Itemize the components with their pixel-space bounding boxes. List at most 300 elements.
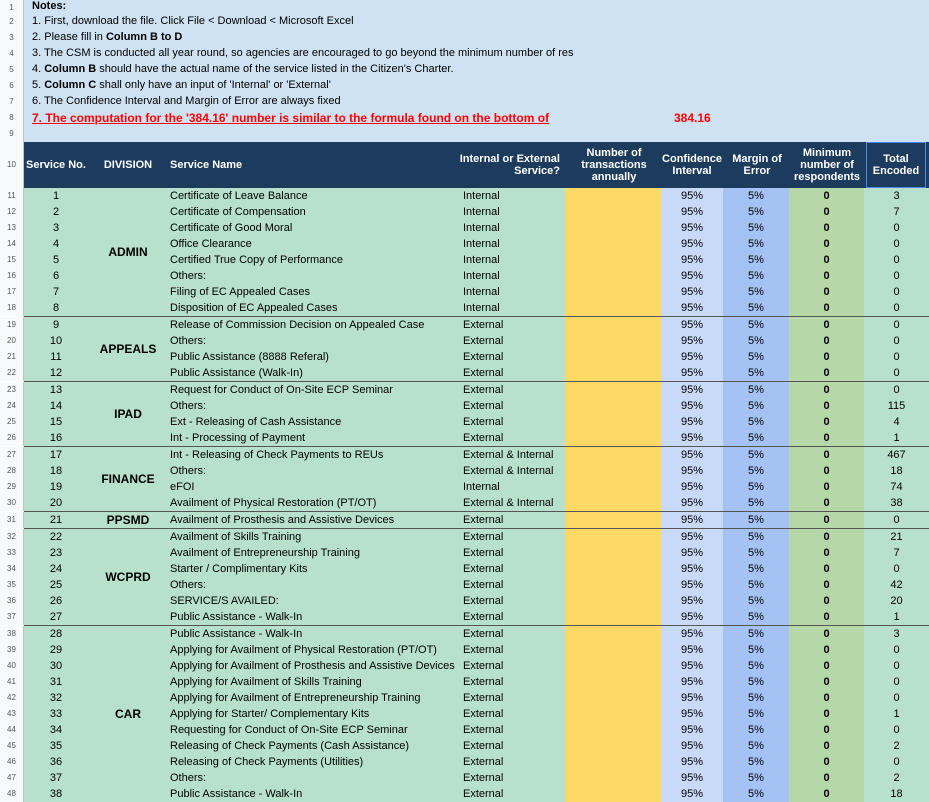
margin-cell[interactable]: 5% [748,676,764,688]
row-number[interactable]: 48 [0,786,24,802]
minimum-cell[interactable]: 0 [823,497,830,509]
row-number[interactable]: 7 [0,94,24,110]
row-number[interactable]: 42 [0,690,24,706]
confidence-cell[interactable]: 95% [680,788,704,800]
minimum-cell[interactable]: 0 [823,756,830,768]
row-number[interactable]: 21 [0,349,24,365]
service-name-cell[interactable]: SERVICE/S AVAILED: [170,595,279,607]
row-number[interactable]: 34 [0,561,24,577]
transactions-input[interactable] [565,706,661,722]
minimum-cell[interactable]: 0 [823,740,830,752]
service-name-cell[interactable]: Int - Releasing of Check Payments to REUs [170,449,384,461]
header-transactions[interactable]: Number of transactions annually [581,147,647,183]
minimum-cell[interactable]: 0 [823,449,830,461]
service-type-cell[interactable]: External [463,432,504,444]
minimum-cell[interactable]: 0 [823,579,830,591]
row-number[interactable]: 2 [0,14,24,30]
confidence-cell[interactable]: 95% [680,724,704,736]
minimum-cell[interactable]: 0 [823,481,830,493]
transactions-input[interactable] [565,738,661,754]
confidence-cell[interactable]: 95% [680,676,704,688]
total-cell[interactable]: 1 [893,708,900,720]
service-no-cell[interactable]: 4 [52,238,60,250]
service-type-cell[interactable]: External [463,400,504,412]
service-type-cell[interactable]: External [463,740,504,752]
total-cell[interactable]: 18 [890,788,903,800]
confidence-cell[interactable]: 95% [680,238,704,250]
service-name-cell[interactable]: Certificate of Good Moral [170,222,293,234]
service-type-cell[interactable]: External [463,319,504,331]
header-int-ext[interactable]: Internal or External Service? [459,153,560,177]
row-number[interactable]: 30 [0,495,24,511]
total-cell[interactable]: 467 [887,449,906,461]
row-number[interactable]: 4 [0,46,24,62]
transactions-input[interactable] [565,317,661,333]
service-name-cell[interactable]: Applying for Availment of Prosthesis and Assistive Devices [170,660,455,672]
transactions-input[interactable] [565,268,661,284]
service-type-cell[interactable]: External [463,367,504,379]
service-name-cell[interactable]: Certified True Copy of Performance [170,254,344,266]
minimum-cell[interactable]: 0 [823,724,830,736]
service-type-cell[interactable]: External [463,756,504,768]
margin-cell[interactable]: 5% [748,335,764,347]
margin-cell[interactable]: 5% [748,628,764,640]
service-name-cell[interactable]: Others: [170,400,207,412]
minimum-cell[interactable]: 0 [823,335,830,347]
minimum-cell[interactable]: 0 [823,432,830,444]
row-number[interactable]: 38 [0,626,24,642]
confidence-cell[interactable]: 95% [680,384,704,396]
header-division[interactable]: DIVISION [103,159,153,171]
total-cell[interactable]: 1 [893,611,900,623]
service-no-cell[interactable]: 26 [49,595,63,607]
row-number[interactable]: 32 [0,529,24,545]
service-name-cell[interactable]: Others: [170,579,207,591]
transactions-input[interactable] [565,188,661,204]
service-name-cell[interactable]: Applying for Availment of Skills Training [170,676,362,688]
total-cell[interactable]: 2 [893,772,900,784]
confidence-cell[interactable]: 95% [680,335,704,347]
service-no-cell[interactable]: 36 [49,756,63,768]
margin-cell[interactable]: 5% [748,270,764,282]
service-no-cell[interactable]: 21 [49,514,63,526]
service-no-cell[interactable]: 12 [49,367,63,379]
confidence-cell[interactable]: 95% [680,692,704,704]
minimum-cell[interactable]: 0 [823,286,830,298]
row-number[interactable]: 13 [0,220,24,236]
service-no-cell[interactable]: 7 [52,286,60,298]
header-service-name[interactable]: Service Name [170,159,243,171]
confidence-cell[interactable]: 95% [680,628,704,640]
minimum-cell[interactable]: 0 [823,514,830,526]
confidence-cell[interactable]: 95% [680,579,704,591]
transactions-input[interactable] [565,284,661,300]
service-no-cell[interactable]: 33 [49,708,63,720]
service-name-cell[interactable]: Public Assistance (Walk-In) [170,367,303,379]
row-number[interactable]: 10 [0,142,24,188]
minimum-cell[interactable]: 0 [823,531,830,543]
service-no-cell[interactable]: 9 [52,319,60,331]
total-cell[interactable]: 7 [893,547,900,559]
transactions-input[interactable] [565,204,661,220]
service-name-cell[interactable]: Release of Commission Decision on Appealed Case [170,319,425,331]
margin-cell[interactable]: 5% [748,531,764,543]
total-cell[interactable]: 38 [890,497,903,509]
minimum-cell[interactable]: 0 [823,644,830,656]
confidence-cell[interactable]: 95% [680,351,704,363]
service-type-cell[interactable]: Internal [463,481,500,493]
service-name-cell[interactable]: Starter / Complimentary Kits [170,563,308,575]
minimum-cell[interactable]: 0 [823,400,830,412]
row-number[interactable]: 11 [0,188,24,204]
confidence-cell[interactable]: 95% [680,481,704,493]
row-number[interactable]: 31 [0,512,24,528]
transactions-input[interactable] [565,786,661,802]
minimum-cell[interactable]: 0 [823,465,830,477]
total-cell[interactable]: 0 [893,238,900,250]
header-minimum[interactable]: Minimum number of respondents [793,147,860,183]
minimum-cell[interactable]: 0 [823,788,830,800]
transactions-input[interactable] [565,690,661,706]
service-type-cell[interactable]: Internal [463,254,500,266]
margin-cell[interactable]: 5% [748,497,764,509]
service-no-cell[interactable]: 23 [49,547,63,559]
minimum-cell[interactable]: 0 [823,190,830,202]
row-number[interactable]: 36 [0,593,24,609]
service-name-cell[interactable]: Ext - Releasing of Cash Assistance [170,416,342,428]
service-type-cell[interactable]: External [463,772,504,784]
margin-cell[interactable]: 5% [748,724,764,736]
minimum-cell[interactable]: 0 [823,222,830,234]
header-service-no[interactable]: Service No. [26,159,86,171]
total-cell[interactable]: 18 [890,465,903,477]
service-name-cell[interactable]: Availment of Entrepreneurship Training [170,547,360,559]
transactions-input[interactable] [565,722,661,738]
service-type-cell[interactable]: External [463,416,504,428]
service-no-cell[interactable]: 11 [50,351,62,363]
service-type-cell[interactable]: External [463,579,504,591]
transactions-input[interactable] [565,642,661,658]
minimum-cell[interactable]: 0 [823,351,830,363]
total-cell[interactable]: 0 [893,563,900,575]
service-no-cell[interactable]: 10 [49,335,63,347]
margin-cell[interactable]: 5% [748,465,764,477]
service-type-cell[interactable]: External [463,611,504,623]
margin-cell[interactable]: 5% [748,579,764,591]
row-number[interactable]: 12 [0,204,24,220]
row-number[interactable]: 5 [0,62,24,78]
row-number[interactable]: 23 [0,382,24,398]
minimum-cell[interactable]: 0 [823,660,830,672]
service-type-cell[interactable]: External [463,660,504,672]
service-name-cell[interactable]: Public Assistance (8888 Referal) [170,351,329,363]
service-no-cell[interactable]: 5 [52,254,60,266]
total-cell[interactable]: 0 [893,514,900,526]
margin-cell[interactable]: 5% [748,351,764,363]
row-number[interactable]: 9 [0,126,24,142]
service-no-cell[interactable]: 35 [49,740,63,752]
total-cell[interactable]: 0 [893,367,900,379]
row-number[interactable]: 37 [0,609,24,625]
service-no-cell[interactable]: 1 [52,190,60,202]
row-number[interactable]: 29 [0,479,24,495]
service-name-cell[interactable]: Filing of EC Appealed Cases [170,286,311,298]
confidence-cell[interactable]: 95% [680,644,704,656]
service-name-cell[interactable]: Request for Conduct of On-Site ECP Seminar [170,384,393,396]
division-cell[interactable]: ADMIN [108,245,148,259]
service-name-cell[interactable]: Requesting for Conduct of On-Site ECP Seminar [170,724,408,736]
service-no-cell[interactable]: 25 [49,579,63,591]
transactions-input[interactable] [565,626,661,642]
confidence-cell[interactable]: 95% [680,206,704,218]
service-name-cell[interactable]: Int - Processing of Payment [170,432,306,444]
minimum-cell[interactable]: 0 [823,692,830,704]
service-type-cell[interactable]: External [463,628,504,640]
service-name-cell[interactable]: Disposition of EC Appealed Cases [170,302,338,314]
service-no-cell[interactable]: 14 [49,400,63,412]
service-no-cell[interactable]: 20 [49,497,63,509]
row-number[interactable]: 39 [0,642,24,658]
transactions-input[interactable] [565,430,661,446]
service-no-cell[interactable]: 17 [49,449,63,461]
division-cell[interactable]: CAR [115,707,141,721]
total-cell[interactable]: 74 [890,481,903,493]
row-number[interactable]: 47 [0,770,24,786]
transactions-input[interactable] [565,447,661,463]
service-no-cell[interactable]: 15 [49,416,63,428]
note-7-link[interactable]: 7. The computation for the '384.16' number is similar to the formula found on the bottom of [32,111,550,125]
confidence-cell[interactable]: 95% [680,514,704,526]
confidence-cell[interactable]: 95% [680,497,704,509]
margin-cell[interactable]: 5% [748,611,764,623]
total-cell[interactable]: 0 [893,286,900,298]
service-no-cell[interactable]: 22 [49,531,63,543]
row-number[interactable]: 3 [0,30,24,46]
minimum-cell[interactable]: 0 [823,384,830,396]
margin-cell[interactable]: 5% [748,756,764,768]
service-name-cell[interactable]: Applying for Availment of Entrepreneurship Training [170,692,421,704]
transactions-input[interactable] [565,577,661,593]
total-cell[interactable]: 0 [893,644,900,656]
service-type-cell[interactable]: External & Internal [463,465,554,477]
service-name-cell[interactable]: Office Clearance [170,238,252,250]
margin-cell[interactable]: 5% [748,190,764,202]
confidence-cell[interactable]: 95% [680,531,704,543]
total-cell[interactable]: 0 [893,756,900,768]
division-cell[interactable]: PPSMD [106,513,150,527]
row-number[interactable]: 46 [0,754,24,770]
row-number[interactable]: 15 [0,252,24,268]
transactions-input[interactable] [565,300,661,316]
service-no-cell[interactable]: 29 [49,644,63,656]
division-cell[interactable]: APPEALS [99,342,157,356]
service-no-cell[interactable]: 34 [49,724,63,736]
confidence-cell[interactable]: 95% [680,563,704,575]
margin-cell[interactable]: 5% [748,286,764,298]
minimum-cell[interactable]: 0 [823,319,830,331]
minimum-cell[interactable]: 0 [823,563,830,575]
margin-cell[interactable]: 5% [748,302,764,314]
row-number[interactable]: 25 [0,414,24,430]
confidence-cell[interactable]: 95% [680,432,704,444]
service-no-cell[interactable]: 6 [52,270,60,282]
transactions-input[interactable] [565,545,661,561]
margin-cell[interactable]: 5% [748,432,764,444]
service-name-cell[interactable]: Others: [170,772,207,784]
margin-cell[interactable]: 5% [748,254,764,266]
service-no-cell[interactable]: 31 [49,676,63,688]
confidence-cell[interactable]: 95% [680,595,704,607]
transactions-input[interactable] [565,593,661,609]
confidence-cell[interactable]: 95% [680,660,704,672]
division-cell[interactable]: IPAD [114,407,142,421]
service-no-cell[interactable]: 30 [49,660,63,672]
total-cell[interactable]: 0 [893,254,900,266]
margin-cell[interactable]: 5% [748,514,764,526]
margin-cell[interactable]: 5% [748,547,764,559]
margin-cell[interactable]: 5% [748,206,764,218]
service-type-cell[interactable]: External [463,676,504,688]
service-type-cell[interactable]: External [463,788,504,800]
service-type-cell[interactable]: External [463,384,504,396]
service-name-cell[interactable]: Applying for Availment of Physical Restoration (PT/OT) [170,644,437,656]
service-type-cell[interactable]: External [463,644,504,656]
total-cell[interactable]: 0 [893,660,900,672]
transactions-input[interactable] [565,333,661,349]
service-name-cell[interactable]: eFOI [170,481,195,493]
row-number[interactable]: 44 [0,722,24,738]
total-cell[interactable]: 0 [893,335,900,347]
confidence-cell[interactable]: 95% [680,190,704,202]
service-type-cell[interactable]: External [463,547,504,559]
service-no-cell[interactable]: 18 [49,465,63,477]
total-cell[interactable]: 0 [893,319,900,331]
total-cell[interactable]: 21 [890,531,903,543]
total-cell[interactable]: 0 [893,724,900,736]
service-name-cell[interactable]: Releasing of Check Payments (Cash Assistance) [170,740,410,752]
margin-cell[interactable]: 5% [748,788,764,800]
transactions-input[interactable] [565,398,661,414]
service-type-cell[interactable]: External [463,724,504,736]
service-type-cell[interactable]: External [463,563,504,575]
service-no-cell[interactable]: 38 [49,788,63,800]
total-cell[interactable]: 42 [890,579,903,591]
minimum-cell[interactable]: 0 [823,238,830,250]
service-type-cell[interactable]: Internal [463,270,500,282]
service-name-cell[interactable]: Applying for Starter/ Complementary Kits [170,708,370,720]
service-no-cell[interactable]: 24 [49,563,63,575]
service-name-cell[interactable]: Releasing of Check Payments (Utilities) [170,756,364,768]
margin-cell[interactable]: 5% [748,563,764,575]
confidence-cell[interactable]: 95% [680,465,704,477]
total-cell[interactable]: 0 [893,676,900,688]
confidence-cell[interactable]: 95% [680,222,704,234]
service-name-cell[interactable]: Public Assistance - Walk-In [170,628,303,640]
total-cell[interactable]: 2 [893,740,900,752]
row-number[interactable]: 16 [0,268,24,284]
confidence-cell[interactable]: 95% [680,772,704,784]
transactions-input[interactable] [565,463,661,479]
total-cell[interactable]: 115 [887,400,906,412]
margin-cell[interactable]: 5% [748,595,764,607]
transactions-input[interactable] [565,382,661,398]
confidence-cell[interactable]: 95% [680,270,704,282]
service-type-cell[interactable]: Internal [463,190,500,202]
row-number[interactable]: 24 [0,398,24,414]
row-number[interactable]: 33 [0,545,24,561]
total-cell[interactable]: 7 [893,206,900,218]
minimum-cell[interactable]: 0 [823,254,830,266]
division-cell[interactable]: FINANCE [101,472,155,486]
row-number[interactable]: 18 [0,300,24,316]
service-type-cell[interactable]: External [463,351,504,363]
transactions-input[interactable] [565,529,661,545]
service-no-cell[interactable]: 32 [49,692,63,704]
service-type-cell[interactable]: Internal [463,238,500,250]
header-total[interactable]: Total Encoded [866,142,926,188]
total-cell[interactable]: 0 [893,384,900,396]
minimum-cell[interactable]: 0 [823,547,830,559]
transactions-input[interactable] [565,349,661,365]
confidence-cell[interactable]: 95% [680,708,704,720]
margin-cell[interactable]: 5% [748,238,764,250]
service-name-cell[interactable]: Others: [170,335,207,347]
row-number[interactable]: 8 [0,110,24,126]
total-cell[interactable]: 3 [893,190,900,202]
total-cell[interactable]: 20 [890,595,903,607]
transactions-input[interactable] [565,414,661,430]
transactions-input[interactable] [565,479,661,495]
margin-cell[interactable]: 5% [748,222,764,234]
confidence-cell[interactable]: 95% [680,547,704,559]
total-cell[interactable]: 1 [893,432,900,444]
service-no-cell[interactable]: 19 [49,481,63,493]
service-type-cell[interactable]: External [463,708,504,720]
service-name-cell[interactable]: Availment of Prosthesis and Assistive Devices [170,514,395,526]
row-number[interactable]: 1 [0,0,24,16]
row-number[interactable]: 26 [0,430,24,446]
transactions-input[interactable] [565,236,661,252]
service-name-cell[interactable]: Others: [170,270,207,282]
service-name-cell[interactable]: Others: [170,465,207,477]
service-name-cell[interactable]: Certificate of Compensation [170,206,306,218]
row-number[interactable]: 6 [0,78,24,94]
row-number[interactable]: 14 [0,236,24,252]
row-number[interactable]: 17 [0,284,24,300]
margin-cell[interactable]: 5% [748,740,764,752]
division-cell[interactable]: WCPRD [105,570,151,584]
confidence-cell[interactable]: 95% [680,319,704,331]
service-no-cell[interactable]: 28 [49,628,63,640]
header-confidence[interactable]: Confidence Interval [662,153,722,177]
margin-cell[interactable]: 5% [748,319,764,331]
margin-cell[interactable]: 5% [748,416,764,428]
service-no-cell[interactable]: 27 [49,611,63,623]
service-type-cell[interactable]: External [463,692,504,704]
total-cell[interactable]: 0 [893,692,900,704]
margin-cell[interactable]: 5% [748,400,764,412]
row-number[interactable]: 41 [0,674,24,690]
service-type-cell[interactable]: External [463,335,504,347]
service-type-cell[interactable]: Internal [463,286,500,298]
minimum-cell[interactable]: 0 [823,611,830,623]
margin-cell[interactable]: 5% [748,692,764,704]
service-name-cell[interactable]: Public Assistance - Walk-In [170,611,303,623]
row-number[interactable]: 43 [0,706,24,722]
transactions-input[interactable] [565,770,661,786]
service-name-cell[interactable]: Availment of Skills Training [170,531,302,543]
confidence-cell[interactable]: 95% [680,286,704,298]
